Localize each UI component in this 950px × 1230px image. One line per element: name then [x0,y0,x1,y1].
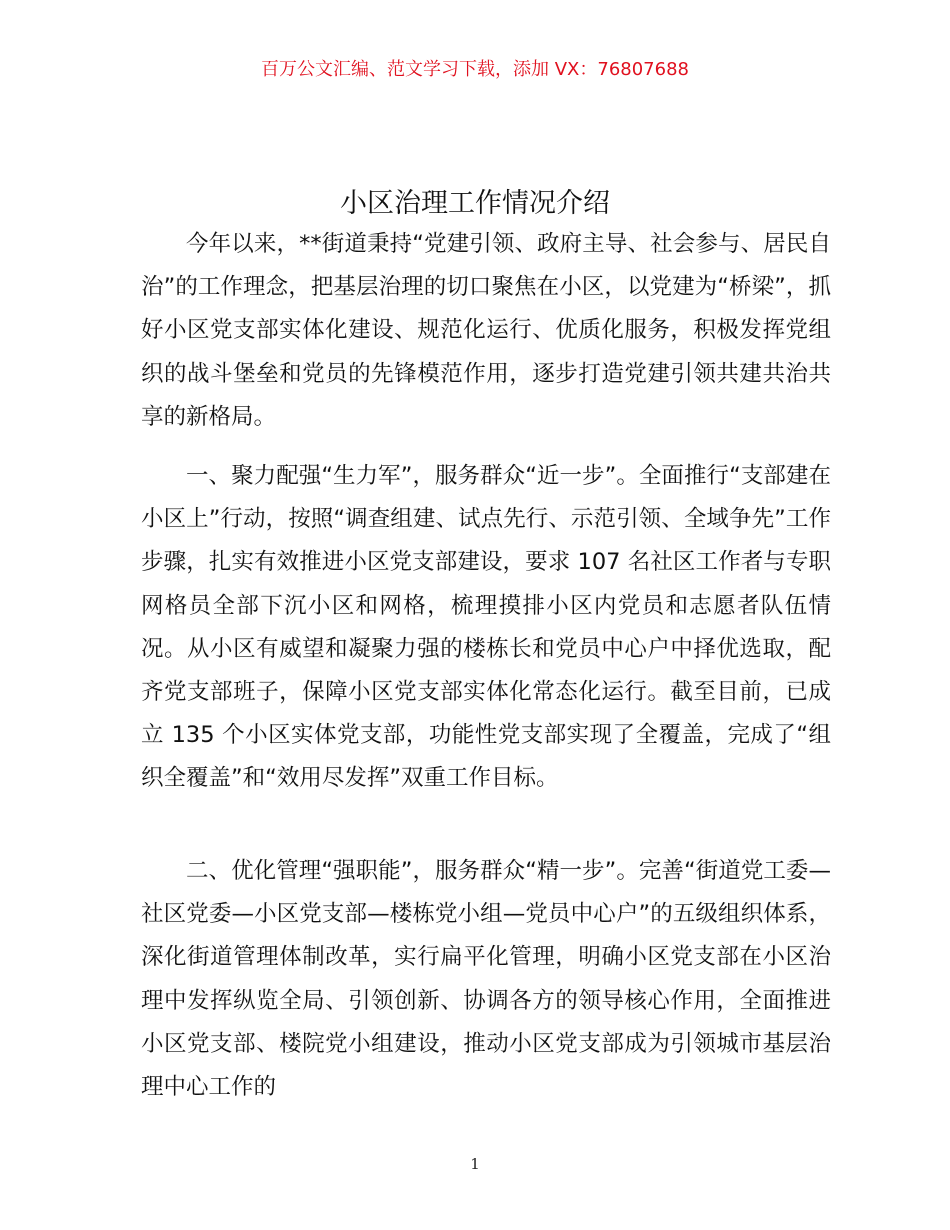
page-number: 1 [470,1155,480,1173]
paragraph-section-one-block [141,455,831,801]
paragraph-section-one: 一、聚力配强“生力军”，服务群众“近一步”。全面推行“支部建在小区上”行动，按照“调查组建、试点先行、示范引领、全域争先”工作步骤，扎实有效推进小区党支部建设，要求 107 名社区工作者与专职网格员全部下沉小区和网格，梳理摸排小区内党员和志愿者队伍情况。从小区有威望和凝聚力强的楼栋长和党员中心户中择优选取，配齐党支部班子，保障小区党支部实体化常态化运行。截至目前，已成立 135 个小区实体党支部，功能性党支部实现了全覆盖，完成了“组织全覆盖”和“效用尽发挥”双重工作目标。 [141,463,831,792]
paragraph-section-two-block [141,850,831,1109]
document-title: 小区治理工作情况介绍 [340,188,610,220]
header-banner: 百万公文汇编、范文学习下载，添加 VX：76807688 [261,59,689,80]
paragraph-intro-block [141,223,831,439]
paragraph-section-two: 二、优化管理“强职能”，服务群众“精一步”。完善“街道党工委—社区党委—小区党支部—楼栋党小组—党员中心户”的五级组织体系，深化街道管理体制改革，实行扁平化管理，明确小区党支部在小区治理中发挥纵览全局、引领创新、协调各方的领导核心作用，全面推进小区党支部、楼院党小组建设，推动小区党支部成为引领城市基层治理中心工作的 [141,858,831,1101]
paragraph-intro: 今年以来，**街道秉持“党建引领、政府主导、社会参与、居民自治”的工作理念，把基层治理的切口聚焦在小区，以党建为“桥梁”，抓好小区党支部实体化建设、规范化运行、优质化服务，积极发挥党组织的战斗堡垒和党员的先锋模范作用，逐步打造党建引领共建共治共享的新格局。 [141,231,831,430]
